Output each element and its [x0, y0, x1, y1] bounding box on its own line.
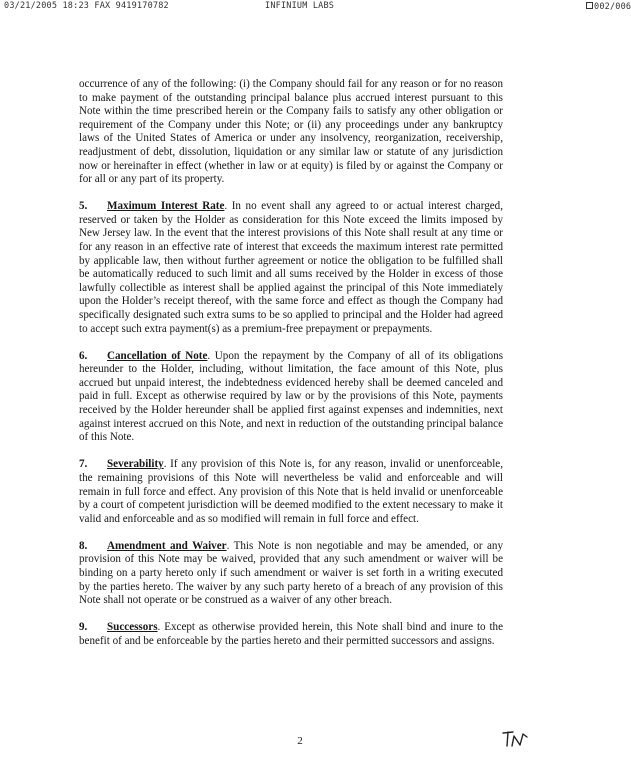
- section-number: 9.: [79, 621, 88, 634]
- section-number: 8.: [79, 539, 88, 552]
- section-text: . If any provision of this Note is, for any reason, invalid or unenforceable, the remaining provisions of this Note will nevertheless be valid and enforceable and will remain in full force and effect. Any provision of this Note that is held invalid or unenforceable by a court of competent jurisdiction will be deemed modified to the extent necessary to make it valid and enforceable and as so modified will remain in full force and effect.: [79, 458, 503, 525]
- section-severability: [79, 458, 503, 526]
- page-number: 2: [297, 735, 303, 747]
- section-text: . Except as otherwise provided herein, this Note shall bind and inure to the benefit of and be enforceable by the parties hereto and their permitted successors and assigns.: [79, 621, 503, 647]
- fax-header: [0, 0, 631, 12]
- section-number: 5.: [79, 200, 88, 213]
- paragraph-continuation: [79, 78, 503, 187]
- section-text: . This Note is non negotiable and may be amended, or any provision of this Note may be waived, provided that any such amendment or waiver will be binding on a party hereto only if such amendment or waiver is set forth in a writing executed by the parties hereto. The waiver by any such party hereto of a breach of any provision of this Note shall not operate or be construed as a waiver of any other breach.: [79, 539, 503, 607]
- section-number: 7.: [79, 458, 88, 471]
- section-amendment-and-waiver: [79, 540, 503, 608]
- section-maximum-interest-rate: [79, 200, 503, 336]
- handwritten-initials: [500, 728, 530, 750]
- section-heading: Maximum Interest Rate: [107, 200, 225, 213]
- fax-page-indicator: [586, 1, 631, 12]
- fax-page-count: 002/006: [594, 2, 631, 12]
- section-text: . Upon the repayment by the Company of all of its obligations hereunder to the Holder, including, without limitation, the face amount of this Note, plus accrued but unpaid interest, the indebtedness evidenced hereby shall be deemed canceled and paid in full. Except as otherwise required by law or by the provisions of this Note, payments received by the Holder hereunder shall be applied first against expenses and indemnities, next against interest accrued on this Note, and next in reduction of the outstanding principal balance of this Note.: [79, 349, 504, 444]
- section-cancellation-of-note: [79, 350, 503, 445]
- note-body: [79, 78, 503, 662]
- fax-sender-name: INFINIUM LABS: [265, 1, 335, 11]
- section-heading: Amendment and Waiver: [107, 539, 227, 552]
- section-heading: Cancellation of Note: [107, 349, 208, 362]
- fax-page-icon: [586, 2, 593, 9]
- section-text: . In no event shall any agreed to or actual interest charged, reserved or taken by the Holder as consideration for this Note exceed the limits imposed by New Jersey law. In the event that the interest provisions of this Note shall result at any time or for any reason in an effective rate of interest that exceeds the maximum interest rate permitted by applicable law, then without further agreement or notice the obligation to be fulfilled shall be automatically reduced to such limit and all sums received by the Holder in excess of those lawfully collectible as interest shall be applied against the principal of this Note immediately upon the Holder’s receipt thereof, with the same force and effect as though the Company had specifically designated such extra sums to be so applied to principal and the Holder had agreed to accept such extra payment(s) as a premium-free prepayment or prepayments.: [79, 200, 503, 335]
- section-heading: Successors: [107, 621, 158, 634]
- paragraph-text: occurrence of any of the following: (i) the Company should fail for any reason or for no reason to make payment of the outstanding principal balance plus accrued interest pursuant to this Note within the time prescribed herein or the Company fails to satisfy any other obligation or requirement of the Company under this Note; or (ii) any proceedings under any bankruptcy laws of the United States of America or under any insolvency, reorganization, receivership, readjustment of debt, dissolution, liquidation or any similar law or statute of any jurisdiction now or hereinafter in effect (whether in law or at equity) is filed by or against the Company or for all or any part of its property.: [79, 78, 503, 186]
- fax-timestamp-number: 03/21/2005 18:23 FAX 9419170782: [4, 1, 169, 11]
- section-successors: [79, 621, 503, 648]
- section-number: 6.: [79, 349, 88, 362]
- section-heading: Severability: [107, 458, 164, 471]
